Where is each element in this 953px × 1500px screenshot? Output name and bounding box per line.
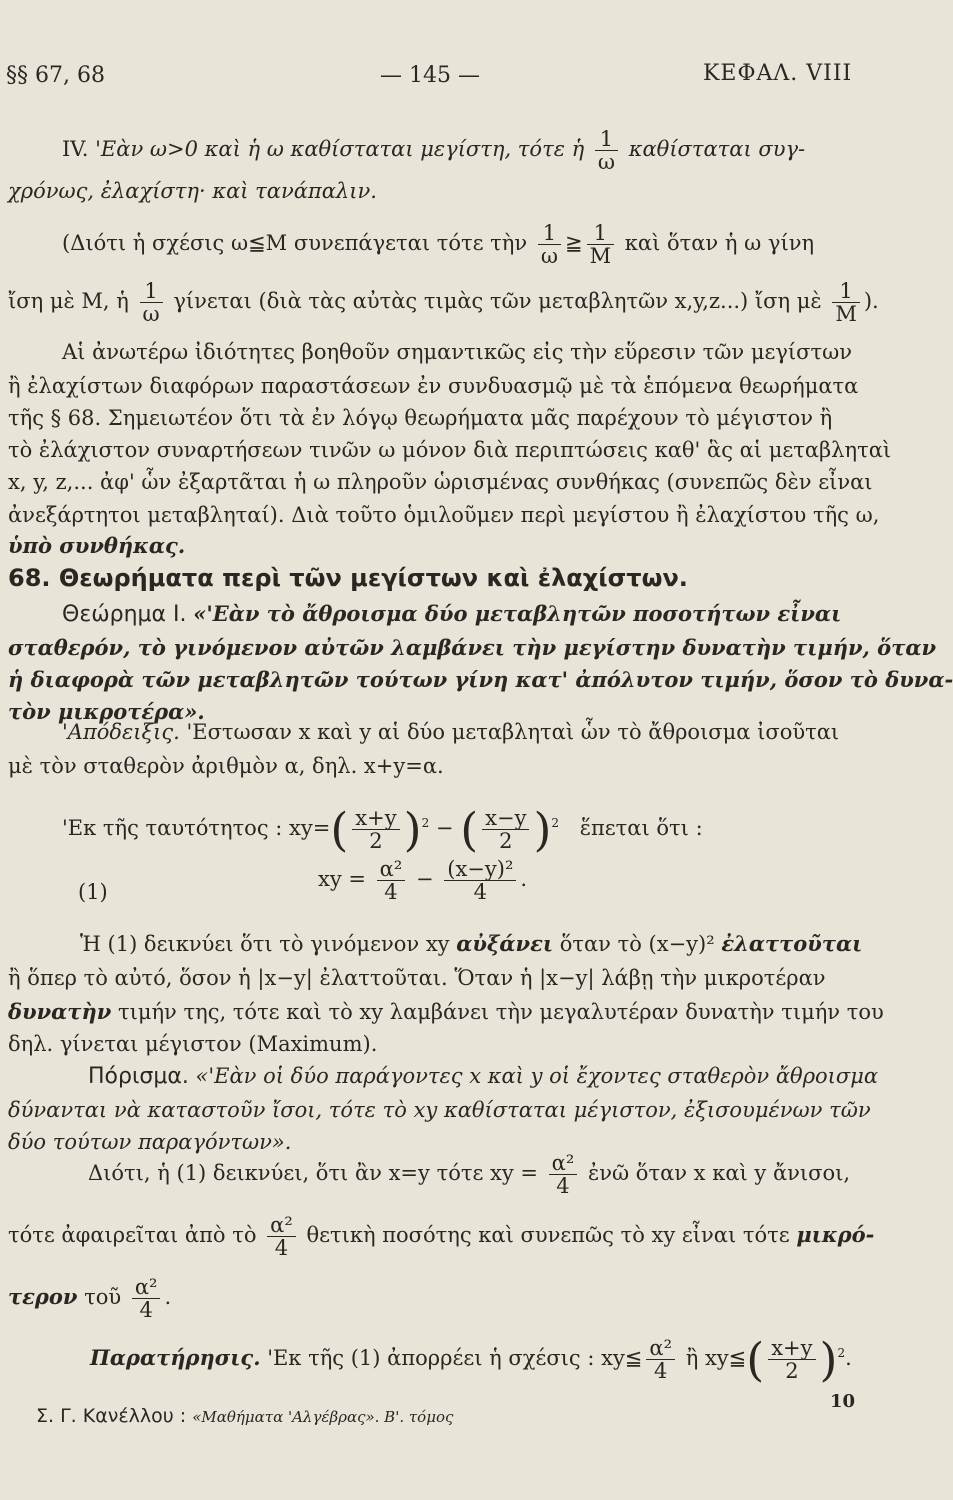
fraction-one-over-omega: $\frac{1}{\omega}$ xyxy=(595,128,618,173)
after-line-1: Ἡ (1) δεικνύει ὅτι τὸ γινόμενον xy αὐξάνει ὅταν τὸ (x−y)² ἐλαττοῦται xyxy=(80,931,863,956)
corollary-proof-line-1: Διότι, ἡ (1) δεικνύει, ὅτι ἂν x=y τότε xy = $\frac{\text{α²}}{4}$ ἐνῶ ὅταν x καὶ y ἄνισοι, xyxy=(88,1151,851,1198)
footer-credit: Σ. Γ. Κανέλλου : «Μαθήματα 'Αλγέβρας». Β'. τόμος xyxy=(36,1405,454,1427)
corollary-proof-line-3: τερον τοῦ $\frac{\text{α²}}{4}$ . xyxy=(8,1275,172,1322)
equation-1-label: (1) xyxy=(78,880,108,904)
theorem-line-4: τὸν μικροτέρα». xyxy=(8,699,205,724)
remark-line-5: x, y, z,... ἀφ' ὧν ἐξαρτᾶται ἡ ω πληροῦν ὡρισμένας συνθήκας (συνεπῶς δὲν εἶναι xyxy=(8,470,873,494)
corollary-line-3: δύο τούτων παραγόντων». xyxy=(8,1130,292,1154)
proof-line-1: 'Απόδειξις. 'Εστωσαν x καὶ y αἱ δύο μεταβληταὶ ὧν τὸ ἄθροισμα ἰσοῦται xyxy=(62,720,840,744)
para-iv-line-1: IV. 'Εὰν ω>0 καὶ ἡ ω καθίσταται μεγίστη, τότε ἡ $\frac{1}{\omega}$ καθίσταται συγ- xyxy=(62,127,806,174)
remark-line-7: ὑπὸ συνθήκας. xyxy=(8,533,186,558)
remark-line-2: ἢ ἐλαχίστων διαφόρων παραστάσεων ἐν συνδυασμῷ μὲ τὰ ἑπόμενα θεωρήματα xyxy=(8,374,859,398)
corollary-line-1: Πόρισμα. «'Εὰν οἱ δύο παράγοντες x καὶ y οἱ ἔχοντες σταθερὸν ἄθροισμα xyxy=(88,1064,879,1089)
after-line-3: δυνατὴν τιμήν της, τότε καὶ τὸ xy λαμβάνει τὴν μεγαλυτέραν δυνατὴν τιμήν του xyxy=(8,999,884,1024)
theorem-line-2: σταθερόν, τὸ γινόμενον αὐτῶν λαμβάνει τὴν μεγίστην δυνατὴν τιμήν, ὅταν xyxy=(8,635,937,660)
para-iv-line-2: χρόνως, ἐλαχίστη· καὶ τανάπαλιν. xyxy=(8,179,377,203)
theorem-line-1: Θεώρημα I. «'Εὰν τὸ ἄθροισμα δύο μεταβλητῶν ποσοτήτων εἶναι xyxy=(62,601,842,627)
section-68-title: 68. Θεωρήματα περὶ τῶν μεγίστων καὶ ἐλαχίστων. xyxy=(8,564,688,592)
after-line-2: ἢ ὅπερ τὸ αὐτό, ὅσον ἡ |x−y| ἐλαττοῦται. Ὅταν ἡ |x−y| λάβῃ τὴν μικροτέραν xyxy=(8,966,826,990)
para-iv-line-3: (Διότι ἡ σχέσις ω≦Μ συνεπάγεται τότε τὴν $\frac{1}{\omega}$ ≧ $\frac{1}{M}$ καὶ ὅταν ἡ ω γίνη xyxy=(62,221,815,268)
equation-1: xy = $\frac{\text{α²}}{4}$ − $\frac{\text{(x−y)²}}{4}$ . xyxy=(318,857,528,904)
footer-sheet-number: 10 xyxy=(830,1391,856,1412)
after-line-4: δηλ. γίνεται μέγιστον (Maximum). xyxy=(8,1032,378,1056)
proof-line-2: μὲ τὸν σταθερὸν ἀριθμὸν α, δηλ. x+y=α. xyxy=(8,754,444,778)
observation-line: Παρατήρησις. 'Εκ τῆς (1) ἀπορρέει ἡ σχέσις : xy≦ $\frac{\text{α²}}{4}$ ἢ xy≦( $\frac{x+y}{2}$ )$^2$. xyxy=(90,1332,852,1387)
header-chapter: ΚΕΦΑΛ. VIII xyxy=(703,61,853,86)
identity-equation: 'Εκ τῆς ταυτότητος : xy=( $\frac{x+y}{2}$ )$^2$ − ( $\frac{x-y}{2}$ )$^2$ ἕπεται ὅτι : xyxy=(62,802,703,857)
header-sections: §§ 67, 68 xyxy=(6,63,105,88)
remark-line-3: τῆς § 68. Σημειωτέον ὅτι τὰ ἐν λόγῳ θεωρήματα μᾶς παρέχουν τὸ μέγιστον ἢ xyxy=(8,406,833,430)
corollary-line-2: δύνανται νὰ καταστοῦν ἴσοι, τότε τὸ xy καθίσταται μέγιστον, ἐξισουμένων τῶν xyxy=(8,1098,871,1122)
remark-line-1: Αἱ ἀνωτέρω ἰδιότητες βοηθοῦν σημαντικῶς εἰς τὴν εὕρεσιν τῶν μεγίστων xyxy=(62,340,852,364)
theorem-line-3: ἡ διαφορὰ τῶν μεταβλητῶν τούτων γίνη κατ' ἀπόλυτον τιμήν, ὅσον τὸ δυνα- xyxy=(8,667,953,692)
remark-line-6: ἀνεξάρτητοι μεταβληταί). Διὰ τοῦτο ὁμιλοῦμεν περὶ μεγίστου ἢ ἐλαχίστου τῆς ω, xyxy=(8,503,880,527)
remark-line-4: τὸ ἐλάχιστον συναρτήσεων τινῶν ω μόνον διὰ περιπτώσεις καθ' ἃς αἱ μεταβληταὶ xyxy=(8,438,892,462)
header-page-number: — 145 — xyxy=(380,63,480,88)
corollary-proof-line-2: τότε ἀφαιρεῖται ἀπὸ τὸ $\frac{\text{α²}}{4}$ θετικὴ ποσότης καὶ συνεπῶς τὸ xy εἶναι τότε μικρό- xyxy=(8,1213,875,1260)
para-iv-line-4: ἴση μὲ Μ, ἡ $\frac{1}{\omega}$ γίνεται (διὰ τὰς αὐτὰς τιμὰς τῶν μεταβλητῶν x,y,z...) ἴση μὲ $\frac{1}{M}$ ). xyxy=(8,279,879,326)
